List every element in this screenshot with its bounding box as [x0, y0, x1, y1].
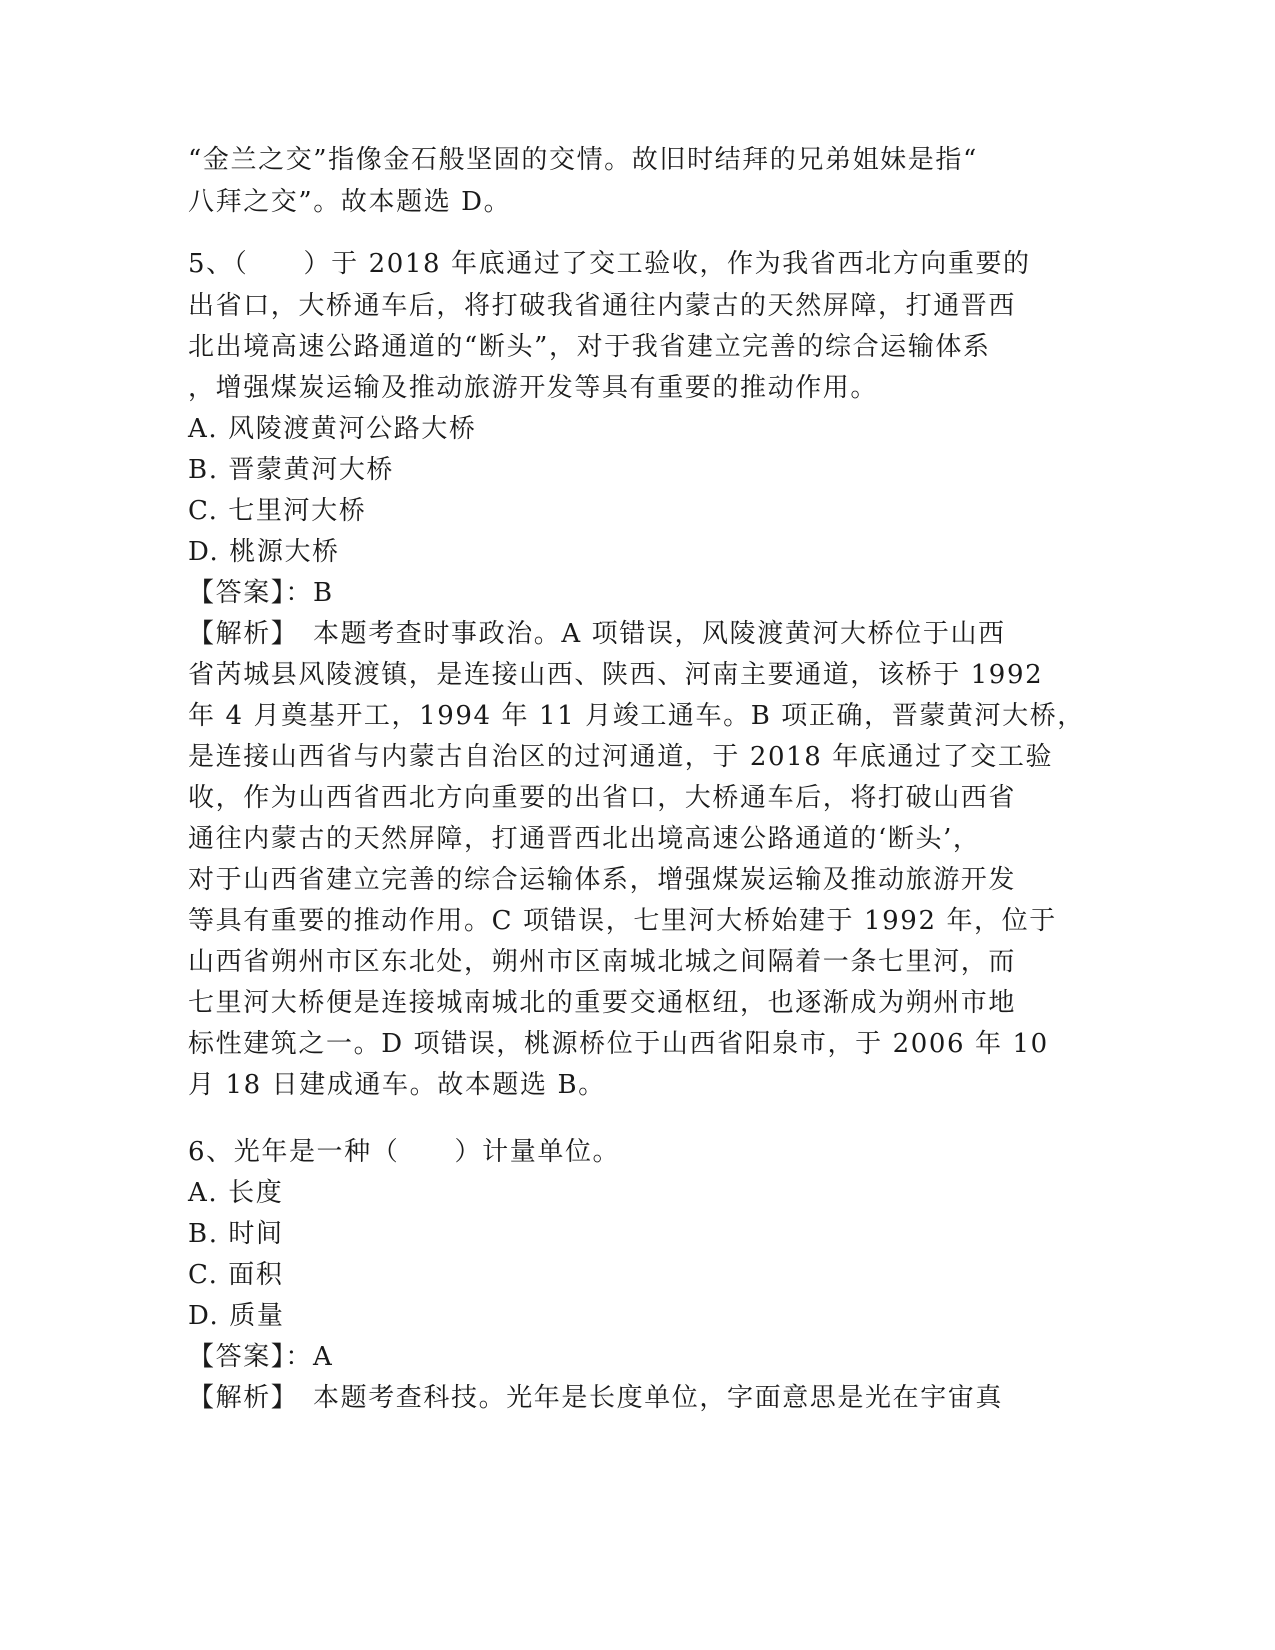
q6-analysis-line: 【解析】 本题考查科技。光年是长度单位，字面意思是光在宇宙真 [188, 1383, 1004, 1413]
q5-stem-line: ，增强煤炭运输及推动旅游开发等具有重要的推动作用。 [188, 373, 879, 403]
q5-analysis-line: 【解析】 本题考查时事政治。A 项错误，风陵渡黄河大桥位于山西 [188, 619, 1006, 649]
q5-answer: 【答案】：B [188, 578, 334, 608]
intro-line: “金兰之交”指像金石般坚固的交情。故旧时结拜的兄弟姐妹是指“ [188, 145, 978, 175]
q5-analysis-line: 七里河大桥便是连接城南城北的重要交通枢纽，也逐渐成为朔州市地 [188, 988, 1017, 1018]
q5-stem-line: 北出境高速公路通道的“断头”，对于我省建立完善的综合运输体系 [188, 332, 991, 362]
q5-option-a: A. 风陵渡黄河公路大桥 [188, 414, 477, 444]
intro-line: 八拜之交”。故本题选 D。 [188, 187, 512, 217]
q6-option-c: C. 面积 [188, 1260, 284, 1290]
q5-analysis-line: 是连接山西省与内蒙古自治区的过河通道，于 2018 年底通过了交工验 [188, 742, 1054, 772]
q5-analysis-line: 通往内蒙古的天然屏障，打通晋西北出境高速公路通道的‘断头’， [188, 824, 981, 854]
q5-option-d: D. 桃源大桥 [188, 537, 340, 567]
q5-analysis-line: 山西省朔州市区东北处，朔州市区南城北城之间隔着一条七里河，而 [188, 947, 1017, 977]
q5-stem-line: 出省口，大桥通车后，将打破我省通往内蒙古的天然屏障，打通晋西 [188, 291, 1017, 321]
q5-analysis-line: 标性建筑之一。D 项错误，桃源桥位于山西省阳泉市，于 2006 年 10 [188, 1029, 1049, 1059]
q5-analysis-line: 年 4 月奠基开工，1994 年 11 月竣工通车。B 项正确，晋蒙黄河大桥， [188, 701, 1085, 731]
q5-stem-line: 5、（ ）于 2018 年底通过了交工验收，作为我省西北方向重要的 [188, 249, 1031, 279]
q5-option-b: B. 晋蒙黄河大桥 [188, 455, 395, 485]
q5-analysis-line: 月 18 日建成通车。故本题选 B。 [188, 1070, 606, 1100]
q6-option-b: B. 时间 [188, 1219, 284, 1249]
q6-option-a: A. 长度 [188, 1178, 284, 1208]
q5-analysis-line: 省芮城县风陵渡镇，是连接山西、陕西、河南主要通道，该桥于 1992 [188, 660, 1044, 690]
q6-option-d: D. 质量 [188, 1301, 285, 1331]
q6-stem-line: 6、光年是一种（ ）计量单位。 [188, 1137, 621, 1167]
q6-answer: 【答案】：A [188, 1342, 334, 1372]
q5-analysis-line: 等具有重要的推动作用。C 项错误，七里河大桥始建于 1992 年，位于 [188, 906, 1057, 936]
q5-analysis-line: 对于山西省建立完善的综合运输体系，增强煤炭运输及推动旅游开发 [188, 865, 1017, 895]
q5-analysis-line: 收，作为山西省西北方向重要的出省口，大桥通车后，将打破山西省 [188, 783, 1017, 813]
q5-option-c: C. 七里河大桥 [188, 496, 367, 526]
